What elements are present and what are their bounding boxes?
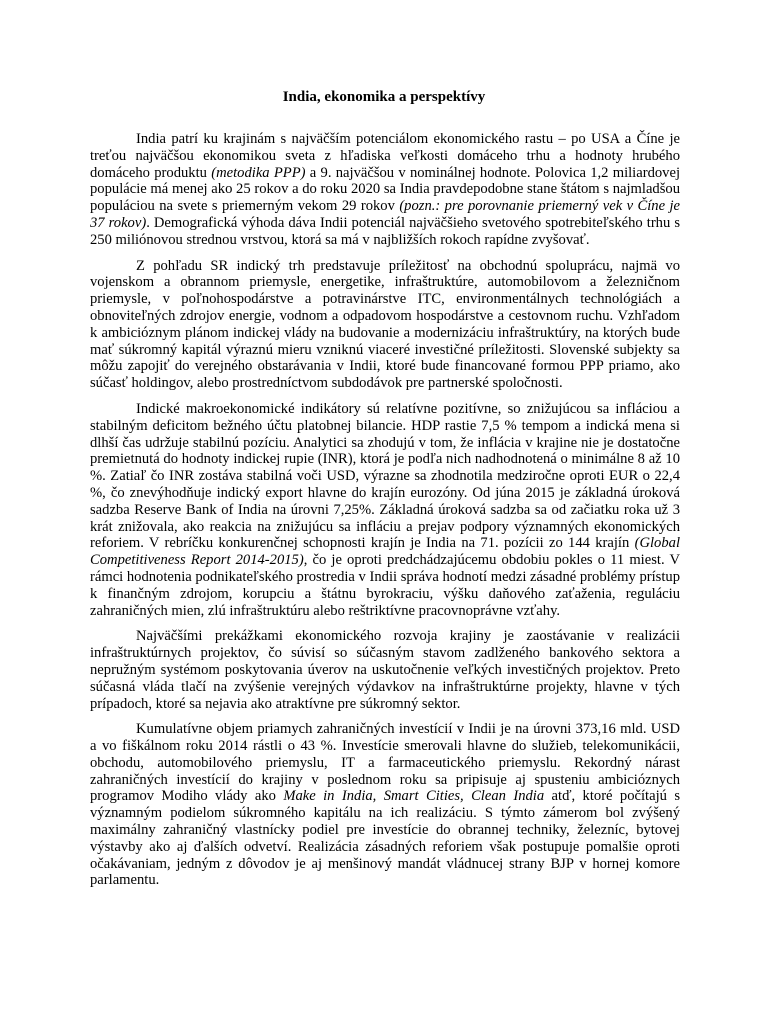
italic-run: Make in India, Smart Cities, Clean India xyxy=(283,788,545,805)
paragraph xyxy=(90,131,680,249)
paragraph xyxy=(90,628,680,712)
text-run: Z pohľadu SR indický trh predstavuje príležitosť na obchodnú spoluprácu, najmä vo vojenskom a obrannom priemysle, energetike, infraštruktúre, automobilovom a železničnom priemysle, v poľnohospodárstve a potravinárstve ITC, environmentálnych technológiách a obnoviteľných zdrojov energie, vodnom a odpadovom hospodárstve a cestovnom ruchu. Vzhľadom k ambicióznym plánom indickej vlády na budovanie a modernizáciu infraštruktúry, na ktorých bude mať súkromný kapitál výraznú mieru vzniknú viaceré investičné príležitosti. Slovenské subjekty sa môžu zapojiť do verejného obstarávania v Indii, ktoré bude financované formou PPP priamo, ako súčasť holdingov, alebo prostredníctvom subdodávok pre partnerské spoločnosti. xyxy=(90,257,680,392)
italic-run: (metodika PPP) xyxy=(211,164,306,181)
paragraph xyxy=(90,258,680,392)
document-title: India, ekonomika a perspektívy xyxy=(282,89,486,105)
italic-run: (pozn.: pre porovnanie priemerný vek v Číne je 37 rokov) xyxy=(90,198,680,231)
italic-run: (Global Competitiveness Report 2014-2015) xyxy=(90,535,680,569)
document-body xyxy=(90,131,680,898)
text-run: Najväčšími prekážkami ekonomického rozvoja krajiny je zaostávanie v realizácii infraštruktúrnych projektov, čo súvisí so súčasným stavom zadlženého bankového sektora a nepružným systémom poskytovania úverov na uskutočnenie veľkých investičných projektov. Preto súčasná vláda tlačí na zvýšenie verejných výdavkov na infraštruktúrne projekty, hlavne v tých prípadoch, ktoré sa nejavia ako atraktívne pre súkromný sektor. xyxy=(90,628,680,712)
paragraph xyxy=(90,721,680,889)
text-run: Kumulatívne objem priamych zahraničných investícií v Indii je na úrovni 373,16 mld. USD a vo fiškálnom roku 2014 rástli o 43 %. Investície smerovali hlavne do služieb, telekomunikácii, obchodu, automobilového priemyslu, IT a farmaceutického priemyslu. Rekordný nárast zahraničných investícií do krajiny v poslednom roku sa pripisuje aj spusteniu ambicióznych programov Modiho vlády ako xyxy=(90,721,680,805)
paragraph xyxy=(90,401,680,619)
text-run: a 9. najväčšou v nominálnej hodnote. Polovica 1,2 miliardovej populácie má menej ako 25 rokov a do roku 2020 sa India pravdepodobne stane štátom s najmladšou populáciou na svete s priemerným vekom 29 rokov xyxy=(90,164,680,215)
text-run: . Demografická výhoda dáva Indii potenciál najväčšieho svetového spotrebiteľského trhu s 250 miliónovou strednou vrstvou, ktorá sa má v najbližších rokoch rapídne zvyšovať. xyxy=(90,214,680,248)
text-run: Indické makroekonomické indikátory sú relatívne pozitívne, so znižujúcou sa infláciou a stabilným deficitom bežného účtu platobnej bilancie. HDP rastie 7,5 % tempom a indická mena si dlhší čas udržuje stabilnú pozíciu. Analytici sa zhodujú v tom, že inflácia v krajine nie je dostatočne premietnutá do hodnoty indickej rupie (INR), ktorá je podľa nich nadhodnotená o minimálne 8 až 10 %. Zatiaľ čo INR zostáva stabilná voči USD, výrazne sa zhodnotila medziročne oproti EUR o 22,4 %, čo znevýhodňuje indický export hlavne do krajín eurozóny. Od júna 2015 je základná úroková sadzba Reserve Bank of India na úrovni 7,25%. Základná úroková sadzba sa od začiatku roka už 3 krát znižovala, ako reakcia na znižujúcu sa infláciu a prejav podpory významných ekonomických reforiem. V rebríčku konkurenčnej schopnosti krajín je India na 71. pozícii zo 144 krajín xyxy=(90,400,680,552)
text-run: atď, ktoré počítajú s významným podielom súkromného kapitálu na ich realizáciu. S týmto zámerom bol zvýšený maximálny zahraničný vlastnícky podiel pre investície do obrannej techniky, železníc, bytovej výstavby ako aj ďalších odvetví. Realizácia zásadných reforiem však postupuje pomalšie oproti očakávaniam, jedným z dôvodov je aj menšinový mandát vládnucej strany BJP v hornej komore parlamentu. xyxy=(90,788,681,889)
text-run: India patrí ku krajinám s najväčším potenciálom ekonomického rastu – po USA a Číne je treťou najväčšou ekonomikou sveta z hľadiska veľkosti domáceho trhu a hodnoty hrubého domáceho produktu xyxy=(90,131,680,181)
text-run: , čo je oproti predchádzajúcemu obdobiu pokles o 11 miest. V rámci hodnotenia podnikateľského prostredia v Indii správa hodnotí medzi zásadné problémy prístup k finančným zdrojom, korupciu a štátnu byrokraciu, výšku daňového zaťaženia, reguláciu zahraničných mien, zlú infraštruktúru alebo reštriktívne pracovnoprávne vzťahy. xyxy=(90,552,680,619)
